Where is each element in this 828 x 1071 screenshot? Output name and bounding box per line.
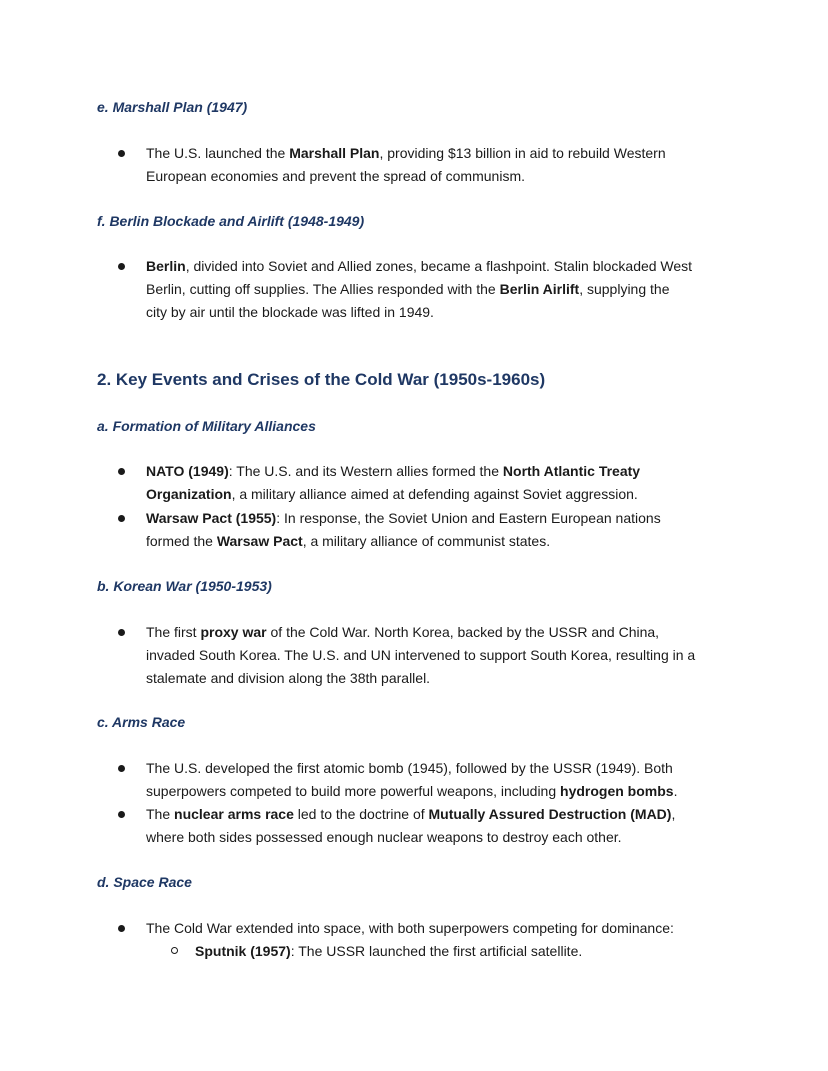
bullet-text: The Cold War extended into space, with both superpowers competing for dominance: [146, 920, 674, 936]
bullet-icon [118, 629, 125, 636]
heading-korean-war: b. Korean War (1950-1953) [97, 578, 272, 594]
bullet-icon [118, 150, 125, 157]
bullet-text: The first proxy war of the Cold War. North Korea, backed by the USSR and China, invaded South Korea. The U.S. and UN intervened to support South Korea, resulting in a stalemate and division along the 38th parallel. [146, 624, 696, 686]
sub-bullet-text: Sputnik (1957): The USSR launched the first artificial satellite. [195, 943, 583, 959]
heading-berlin-blockade: f. Berlin Blockade and Airlift (1948-1949) [97, 213, 365, 229]
bullet-text: Berlin, divided into Soviet and Allied zones, became a flashpoint. Stalin blockaded West Berlin, cutting off supplies. The Allies responded with the Berlin Airlift, supplying the city by air until the blockade was lifted in 1949. [146, 258, 693, 320]
bullet-text: The nuclear arms race led to the doctrine of Mutually Assured Destruction (MAD), where both sides possessed enough nuclear weapons to destroy each other. [146, 806, 676, 845]
bullet-icon [118, 263, 125, 270]
bullet-text: The U.S. developed the first atomic bomb (1945), followed by the USSR (1949). Both superpowers competed to build more powerful weapons, including hydrogen bombs. [146, 760, 678, 799]
section-heading-key-events: 2. Key Events and Crises of the Cold War (1950s-1960s) [97, 370, 546, 389]
bullet-icon [118, 811, 125, 818]
heading-space-race: d. Space Race [97, 874, 192, 890]
bullet-icon [118, 925, 125, 932]
bullet-text: NATO (1949): The U.S. and its Western allies formed the North Atlantic Treaty Organization, a military alliance aimed at defending against Soviet aggression. [146, 463, 641, 502]
heading-military-alliances: a. Formation of Military Alliances [97, 418, 316, 434]
bullet-text: Warsaw Pact (1955): In response, the Soviet Union and Eastern European nations formed the Warsaw Pact, a military alliance of communist states. [146, 510, 661, 549]
heading-marshall-plan: e. Marshall Plan (1947) [97, 99, 248, 115]
bullet-icon [118, 468, 125, 475]
bullet-icon [118, 515, 125, 522]
bullet-icon [118, 765, 125, 772]
circle-bullet-icon [171, 947, 178, 954]
bullet-text: The U.S. launched the Marshall Plan, providing $13 billion in aid to rebuild Western European economies and prevent the spread of communism. [146, 145, 666, 184]
heading-arms-race: c. Arms Race [97, 714, 186, 730]
